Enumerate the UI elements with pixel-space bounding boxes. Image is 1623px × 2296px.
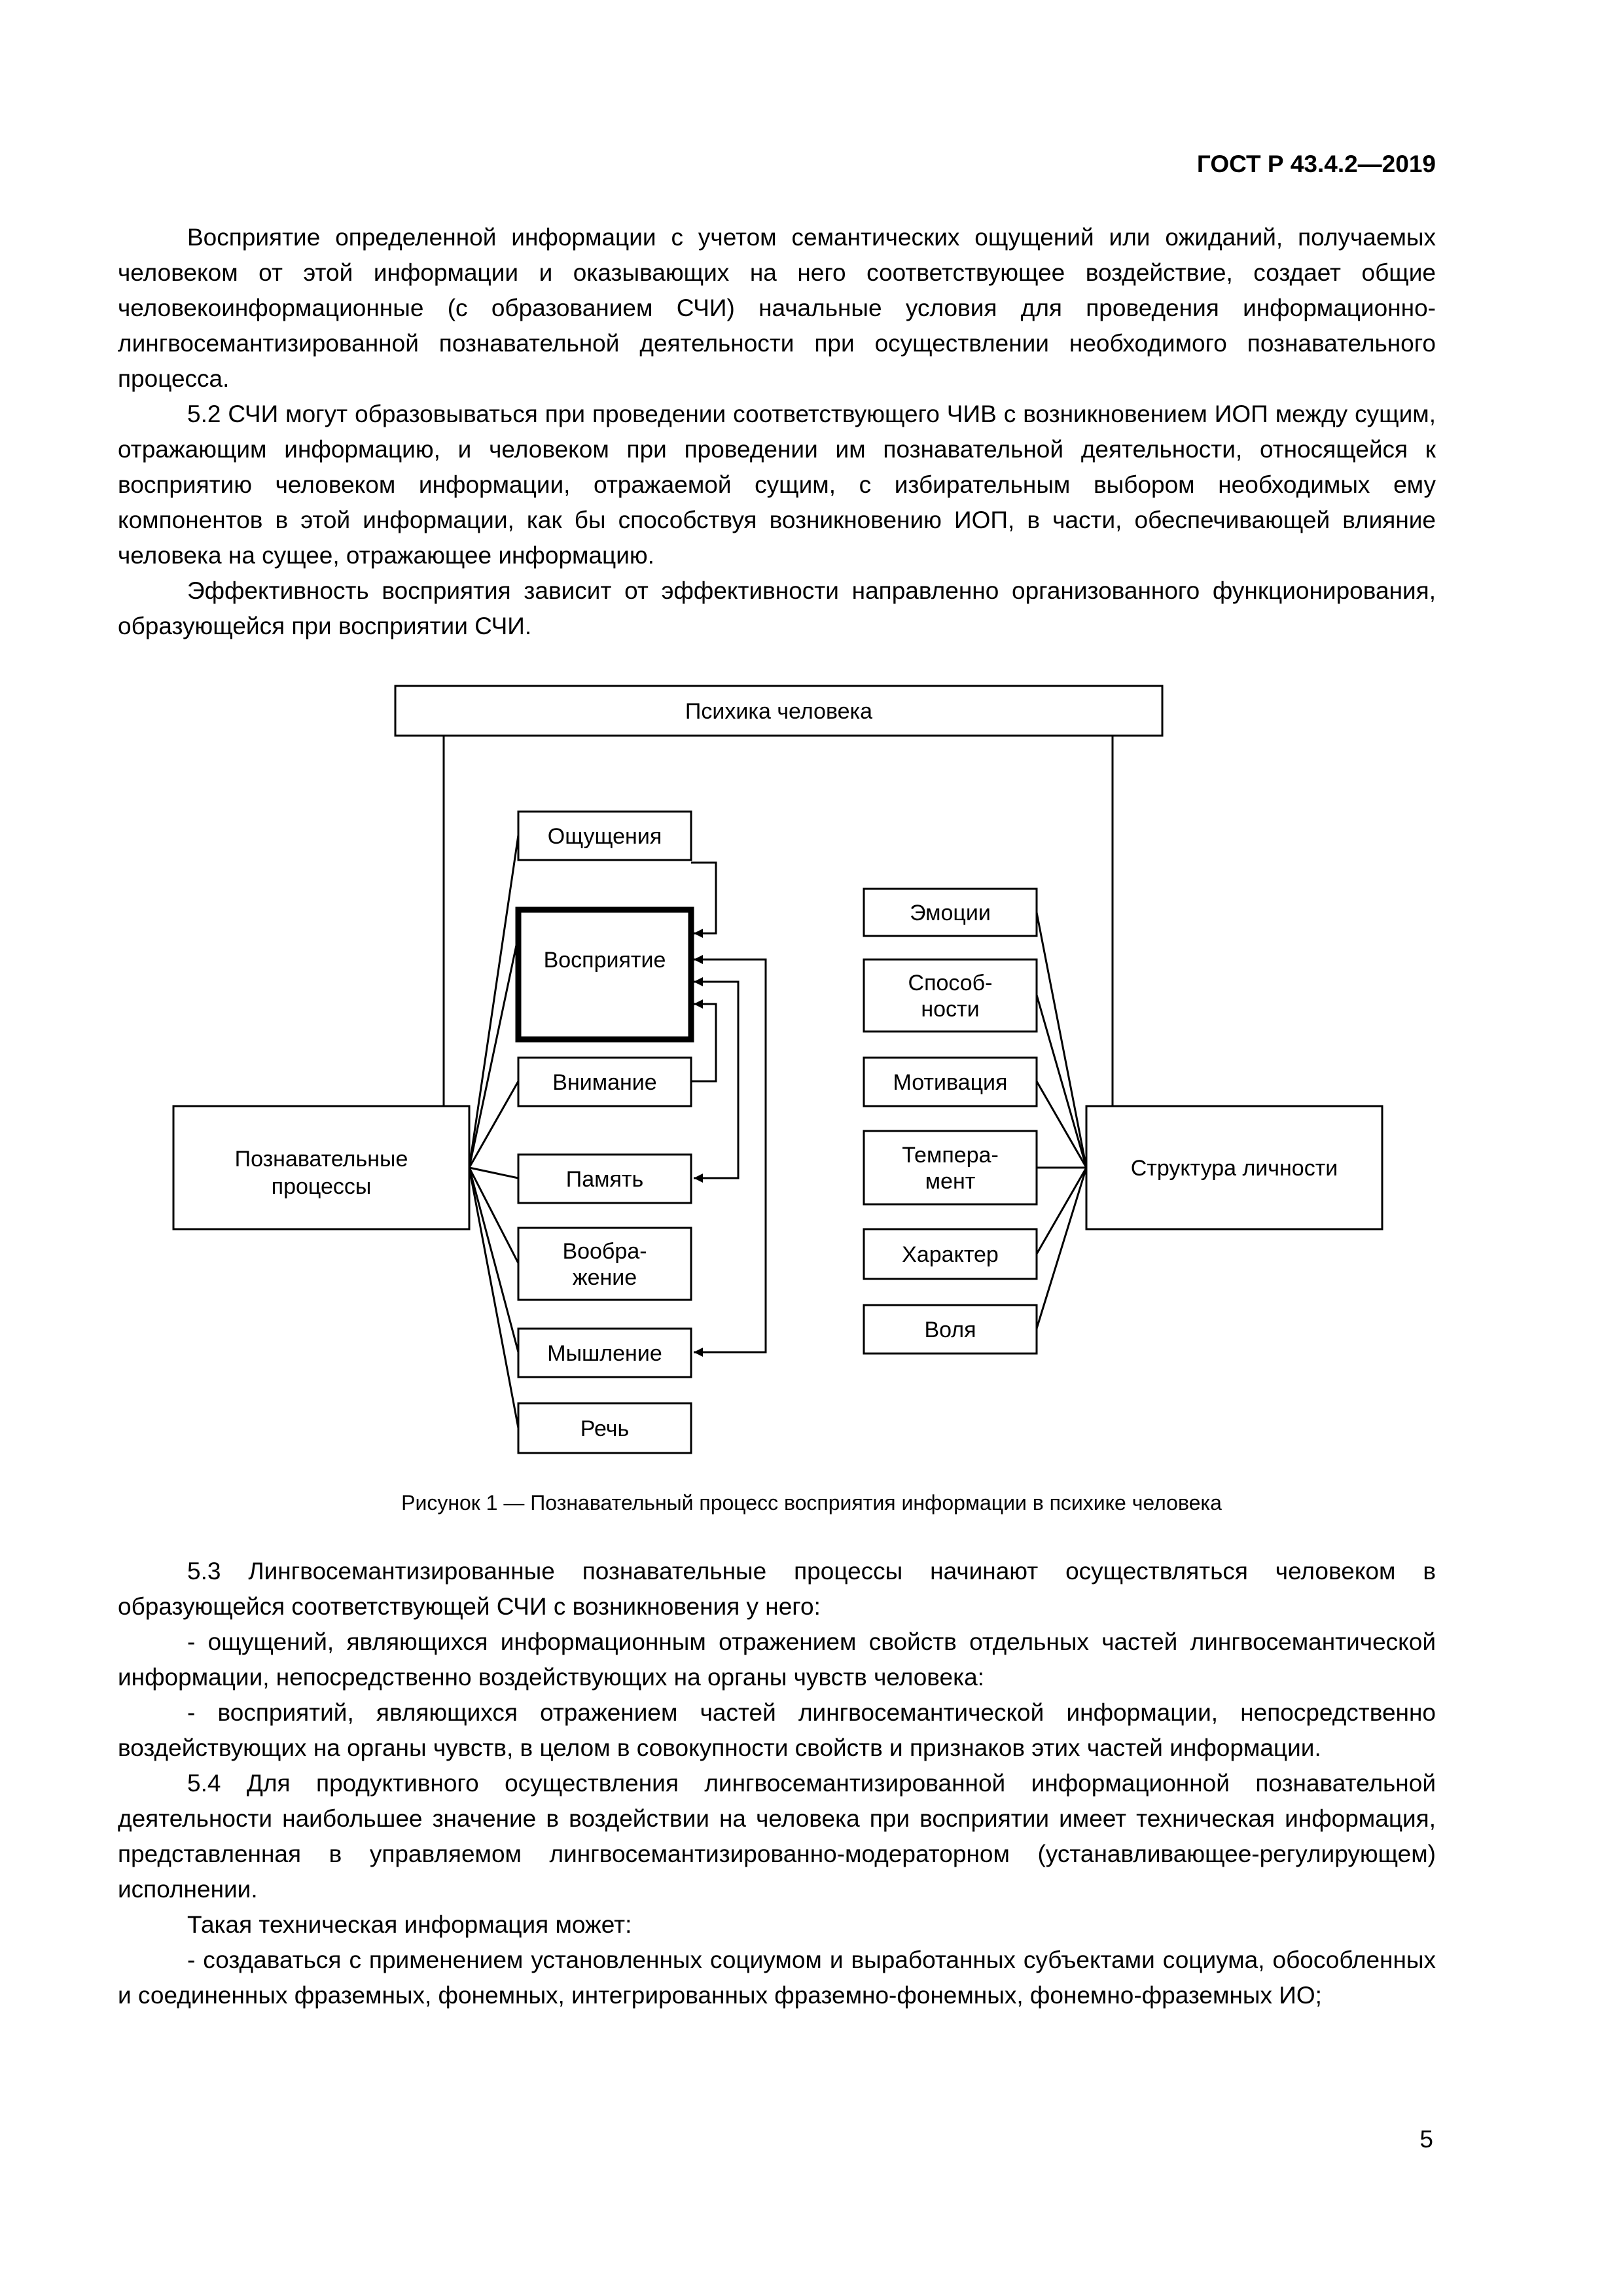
process-label-0: Ощущения [547,824,662,849]
process-label-4: Вообра-жение [562,1239,647,1290]
list-item: - создаваться с применением установленных социумом и выработанных субъектами социума, обособленных и соединенных фраземных, фонемных, интегрированных фраземно-фонемных, фонемно-фраземных ИО; [118,1946,1436,2009]
psyche-label: Психика человека [685,699,873,724]
personality-structure-label: Структура личности [1130,1156,1338,1181]
list-item: - восприятий, являющихся отражением частей лингвосемантической информации, непосредственно воздействующих на органы чувств, в целом в совокупности свойств и признаков этих частей информации. [118,1699,1436,1761]
cognitive-label-line2: процессы [271,1174,372,1199]
process-label-2: Внимание [552,1070,657,1095]
paragraph: 5.4 Для продуктивного осуществления лингвосемантизированной информационной познавательной деятельности наибольшее значение в воздействии на человека при восприятии имеет техническая информация, представленная в управляемом лингвосемантизированно-модераторном (устанавливающее-регулирующем) исполнении. [118,1770,1436,1903]
process-label-3: Память [565,1167,644,1192]
process-label-6: Речь [580,1416,630,1441]
personality-label-4: Характер [902,1242,999,1267]
personality-label-5: Воля [924,1318,976,1342]
cognitive-label-line1: Познавательные [234,1147,408,1172]
paragraph: Эффективность восприятия зависит от эффективности направленно организованного функционирования, образующейся при восприятии СЧИ. [118,577,1436,639]
process-label-5: Мышление [547,1341,662,1366]
page-number: 5 [1419,2126,1433,2153]
process-box-perception [518,910,691,1039]
personality-label-2: Мотивация [893,1070,1008,1095]
paragraph: Восприятие определенной информации с учетом семантических ощущений или ожиданий, получаемых человеком от этой информации и оказывающих на него соответствующее воздействие, создает общие человекоинформационные (с образованием СЧИ) начальные условия для проведения информационно-лингвосемантизированной познавательной деятельности при осуществлении необходимого познавательного процесса. [118,224,1436,392]
paragraph: Такая техническая информация может: [187,1911,632,1938]
body-text [118,1554,1436,2013]
list-item: - ощущений, являющихся информационным отражением свойств отдельных частей лингвосемантической информации, непосредственно воздействующих на органы чувств человека: [118,1628,1436,1691]
personality-label-3: Темпера-мент [902,1143,999,1194]
paragraph: 5.3 Лингвосемантизированные познавательные процессы начинают осуществляться человеком в образующейся соответствующей СЧИ с возникновения у него: [118,1558,1436,1620]
paragraph: 5.2 СЧИ могут образовываться при проведении соответствующего ЧИВ с возникновением ИОП между сущим, отражающим информацию, и человеком при проведении им познавательной деятельности, относящейся к восприятию человеком информации, отражаемой сущим, с избирательным выбором необходимых ему компонентов в этой информации, как бы способствуя возникновению ИОП, в части, обеспечивающей влияние человека на сущее, отражающее информацию. [118,401,1436,569]
document-id: ГОСТ Р 43.4.2—2019 [1196,151,1436,177]
figure-caption: Рисунок 1 — Познавательный процесс восприятия информации в психике человека [401,1491,1222,1515]
personality-label-0: Эмоции [910,901,991,925]
process-label-1: Восприятие [543,948,666,973]
personality-label-1: Способ-ности [908,971,993,1022]
